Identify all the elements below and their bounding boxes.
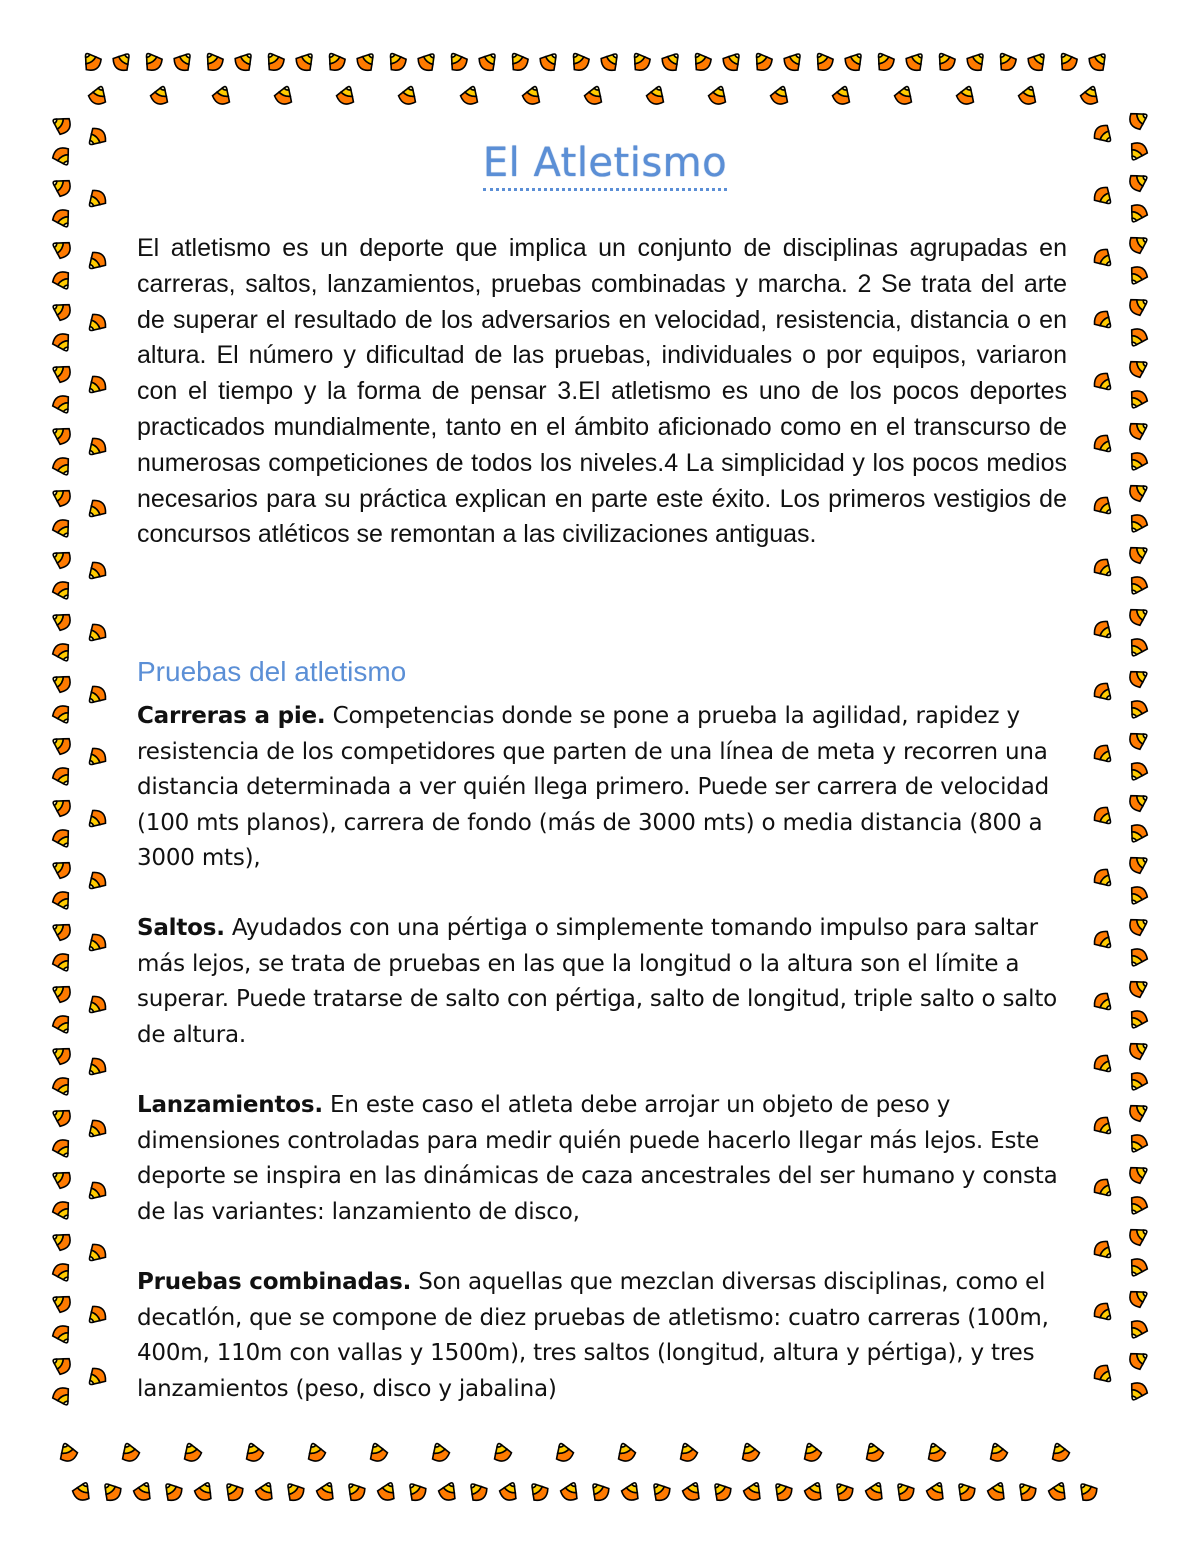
candy-corn-icon	[949, 79, 982, 112]
candy-corn-icon	[267, 79, 300, 112]
candy-corn-icon	[1085, 860, 1122, 897]
candy-corn-icon	[44, 355, 80, 391]
candy-corn-icon	[1085, 1108, 1122, 1145]
candy-corn-icon	[44, 1192, 80, 1228]
candy-corn-icon	[714, 44, 751, 81]
section-lanzamientos	[137, 1088, 1067, 1230]
candy-corn-icon	[44, 1285, 80, 1321]
candy-corn-icon	[1085, 1294, 1122, 1331]
candy-corn-icon	[1120, 877, 1156, 913]
candy-corn-icon	[79, 863, 116, 900]
candy-corn-icon	[1085, 1046, 1122, 1083]
candy-corn-icon	[887, 79, 920, 112]
candy-corn-icon	[653, 44, 690, 81]
candy-corn-icon	[1120, 226, 1156, 262]
candy-corn-icon	[1120, 350, 1156, 386]
candy-corn-icon	[1085, 1232, 1122, 1269]
candy-corn-icon	[79, 305, 116, 342]
candy-corn-icon	[175, 1436, 208, 1469]
candy-corn-icon	[277, 1474, 314, 1511]
candy-corn-icon	[44, 696, 80, 732]
candy-corn-icon	[44, 138, 80, 174]
candy-corn-icon	[44, 231, 80, 267]
candy-corn-icon	[44, 789, 80, 825]
candy-corn-icon	[44, 324, 80, 360]
candy-corn-icon	[399, 1474, 436, 1511]
intro-paragraph: El atletismo es un deporte que implica un conjunto de disciplinas agrupadas en carreras, saltos, lanzamientos, pruebas combinadas y marcha. 2 Se trata del arte de superar el resultado de los adversarios en velocidad, resistencia, distancia o en altura. El número y dificultad de las pruebas, individuales o por equipos, variaron con el tiempo y la forma de pensar 3.El atletismo es uno de los pocos deportes practicados mundialmente, tanto en el ámbito aficionado como en el transcurso de numerosas competiciones de todos los niveles.4 La simplicidad y los pocos medios necesarios para su práctica explican en parte este éxito. Los primeros vestigios de concursos atléticos se remontan a las civilizaciones antiguas.	[137, 234, 1067, 549]
candy-corn-icon	[44, 1130, 80, 1166]
candy-corn-icon	[1085, 488, 1122, 525]
candy-corn-icon	[44, 448, 80, 484]
section-text: Son aquellas que mezclan diversas disciplinas, como el decatlón, que se compone de diez pruebas de atletismo: cuatro carreras (100m, 400m, 110m con vallas y 1500m), tres saltos (longitud, altura y pértiga), y tres lanzamientos (peso, disco y jabalina)	[137, 1269, 1049, 1402]
section-term: Carreras a pie.	[137, 703, 326, 729]
candy-corn-icon	[1120, 629, 1156, 665]
candy-corn-icon	[44, 572, 80, 608]
candy-corn-icon	[44, 107, 80, 143]
candy-corn-icon	[1120, 846, 1156, 882]
section-pruebas-combinadas	[137, 1265, 1067, 1407]
candy-corn-icon	[1120, 1001, 1156, 1037]
candy-corn-icon	[79, 553, 116, 590]
candy-corn-icon	[79, 429, 116, 466]
candy-corn-icon	[44, 634, 80, 670]
candy-corn-icon	[981, 1436, 1014, 1469]
candy-corn-icon	[79, 987, 116, 1024]
candy-corn-icon	[521, 1474, 558, 1511]
candy-corn-icon	[79, 925, 116, 962]
candy-corn-icon	[1085, 364, 1122, 401]
candy-corn-icon	[763, 79, 796, 112]
candy-corn-icon	[44, 541, 80, 577]
candy-corn-icon	[44, 1378, 80, 1414]
candy-corn-icon	[919, 1436, 952, 1469]
candy-corn-icon	[1120, 598, 1156, 634]
candy-corn-icon	[1085, 612, 1122, 649]
candy-corn-icon	[582, 1474, 619, 1511]
candy-corn-icon	[79, 1297, 116, 1334]
candy-corn-icon	[44, 944, 80, 980]
candy-corn-icon	[1120, 1373, 1156, 1409]
candy-corn-icon	[1120, 381, 1156, 417]
candy-corn-icon	[79, 491, 116, 528]
candy-corn-icon	[958, 44, 995, 81]
candy-corn-icon	[44, 1006, 80, 1042]
candy-corn-icon	[1085, 426, 1122, 463]
candy-corn-icon	[79, 739, 116, 776]
candy-corn-icon	[1120, 970, 1156, 1006]
candy-corn-icon	[81, 79, 114, 112]
candy-corn-icon	[1120, 1280, 1156, 1316]
section-text: Competencias donde se pone a prueba la agilidad, rapidez y resistencia de los competidores que parten de una línea de meta y recorren una distancia determinada a ver quién llega primero. Puede ser carrera de velocidad (100 mts planos), carrera de fondo (más de 3000 mts) o media distancia (800 a 3000 mts),	[137, 703, 1049, 871]
candy-corn-icon	[1043, 1436, 1076, 1469]
candy-corn-icon	[44, 882, 80, 918]
candy-corn-icon	[79, 1173, 116, 1210]
candy-corn-icon	[79, 367, 116, 404]
candy-corn-icon	[609, 1436, 642, 1469]
candy-corn-icon	[51, 1436, 84, 1469]
candy-corn-icon	[826, 1474, 863, 1511]
page-title-text: El Atletismo	[483, 140, 727, 191]
candy-corn-icon	[1085, 922, 1122, 959]
candy-corn-icon	[453, 79, 486, 112]
candy-corn-icon	[825, 79, 858, 112]
candy-corn-icon	[1120, 908, 1156, 944]
candy-corn-icon	[775, 44, 812, 81]
candy-corn-icon	[1120, 1187, 1156, 1223]
candy-corn-icon	[1085, 240, 1122, 277]
candy-corn-icon	[1011, 79, 1044, 112]
candy-corn-icon	[1120, 474, 1156, 510]
candy-corn-icon	[515, 79, 548, 112]
candy-corn-icon	[1085, 116, 1122, 153]
candy-corn-icon	[1120, 722, 1156, 758]
candy-corn-icon	[1120, 567, 1156, 603]
candy-corn-icon	[79, 1235, 116, 1272]
candy-corn-icon	[79, 119, 116, 156]
candy-corn-icon	[287, 44, 324, 81]
candy-corn-icon	[155, 1474, 192, 1511]
candy-corn-icon	[704, 1474, 741, 1511]
candy-corn-icon	[1120, 1063, 1156, 1099]
candy-corn-icon	[1085, 1170, 1122, 1207]
section-term: Pruebas combinadas.	[137, 1269, 412, 1295]
candy-corn-icon	[795, 1436, 828, 1469]
candy-corn-icon	[1120, 1125, 1156, 1161]
candy-corn-icon	[887, 1474, 924, 1511]
candy-corn-icon	[1085, 674, 1122, 711]
candy-corn-icon	[165, 44, 202, 81]
candy-corn-icon	[1085, 798, 1122, 835]
candy-corn-icon	[1120, 1342, 1156, 1378]
candy-corn-icon	[329, 79, 362, 112]
candy-corn-icon	[44, 1037, 80, 1073]
candy-corn-icon	[1120, 102, 1156, 138]
candy-corn-icon	[237, 1436, 270, 1469]
candy-corn-icon	[338, 1474, 375, 1511]
candy-corn-icon	[104, 44, 141, 81]
candy-corn-icon	[44, 1316, 80, 1352]
candy-corn-icon	[1085, 302, 1122, 339]
candy-corn-icon	[423, 1436, 456, 1469]
candy-corn-icon	[1085, 178, 1122, 215]
candy-corn-icon	[44, 1161, 80, 1197]
candy-corn-icon	[44, 200, 80, 236]
candy-corn-icon	[79, 1111, 116, 1148]
candy-corn-icon	[1085, 736, 1122, 773]
candy-corn-icon	[44, 727, 80, 763]
candy-corn-icon	[897, 44, 934, 81]
candy-corn-icon	[1120, 1249, 1156, 1285]
candy-corn-icon	[226, 44, 263, 81]
candy-corn-icon	[1120, 133, 1156, 169]
candy-corn-icon	[348, 44, 385, 81]
candy-corn-icon	[79, 615, 116, 652]
candy-corn-icon	[44, 1068, 80, 1104]
candy-corn-icon	[948, 1474, 985, 1511]
candy-corn-icon	[44, 758, 80, 794]
candy-corn-icon	[44, 1099, 80, 1135]
section-text: En este caso el atleta debe arrojar un objeto de peso y dimensiones controladas para medir quién puede hacerlo llegar más lejos. Este deporte se inspira en las dinámicas de caza ancestrales del ser humano y consta de las variantes: lanzamiento de disco,	[137, 1092, 1058, 1225]
candy-corn-icon	[1073, 79, 1106, 112]
candy-corn-icon	[1120, 1032, 1156, 1068]
candy-corn-icon	[460, 1474, 497, 1511]
candy-corn-icon	[79, 243, 116, 280]
candy-corn-icon	[44, 510, 80, 546]
candy-corn-icon	[733, 1436, 766, 1469]
candy-corn-icon	[1085, 550, 1122, 587]
candy-corn-icon	[1120, 195, 1156, 231]
candy-corn-icon	[44, 913, 80, 949]
candy-corn-icon	[44, 1254, 80, 1290]
candy-corn-icon	[44, 851, 80, 887]
candy-corn-icon	[1009, 1474, 1046, 1511]
candy-corn-icon	[485, 1436, 518, 1469]
candy-corn-icon	[1120, 784, 1156, 820]
candy-corn-icon	[361, 1436, 394, 1469]
candy-corn-icon	[1120, 288, 1156, 324]
candy-corn-icon	[643, 1474, 680, 1511]
candy-corn-icon	[1120, 412, 1156, 448]
candy-corn-icon	[44, 262, 80, 298]
candy-corn-icon	[1120, 939, 1156, 975]
candy-corn-icon	[1080, 44, 1117, 81]
candy-corn-icon	[836, 44, 873, 81]
candy-corn-icon	[143, 79, 176, 112]
candy-corn-icon	[1120, 443, 1156, 479]
candy-corn-icon	[1120, 1218, 1156, 1254]
candy-corn-icon	[470, 44, 507, 81]
candy-corn-icon	[1120, 753, 1156, 789]
candy-corn-icon	[44, 975, 80, 1011]
candy-corn-icon	[44, 603, 80, 639]
candy-corn-icon	[1120, 1311, 1156, 1347]
candy-corn-icon	[79, 1049, 116, 1086]
candy-corn-icon	[391, 79, 424, 112]
candy-corn-icon	[113, 1436, 146, 1469]
candy-corn-icon	[44, 293, 80, 329]
candy-corn-icon	[1120, 660, 1156, 696]
candy-corn-icon	[1120, 536, 1156, 572]
candy-corn-icon	[1120, 257, 1156, 293]
candy-corn-icon	[44, 1347, 80, 1383]
section-saltos	[137, 911, 1067, 1053]
section-term: Saltos.	[137, 915, 225, 941]
candy-corn-icon	[639, 79, 672, 112]
candy-corn-icon	[216, 1474, 253, 1511]
candy-corn-icon	[44, 386, 80, 422]
candy-corn-icon	[44, 479, 80, 515]
candy-corn-icon	[765, 1474, 802, 1511]
candy-corn-icon	[1120, 505, 1156, 541]
candy-corn-icon	[577, 79, 610, 112]
candy-corn-icon	[44, 1223, 80, 1259]
candy-corn-icon	[44, 665, 80, 701]
candy-corn-icon	[44, 169, 80, 205]
candy-corn-icon	[1070, 1474, 1107, 1511]
candy-corn-icon	[1120, 691, 1156, 727]
candy-corn-icon	[1120, 1094, 1156, 1130]
candy-corn-icon	[857, 1436, 890, 1469]
candy-corn-icon	[1120, 164, 1156, 200]
section-heading: Pruebas del atletismo	[137, 656, 407, 687]
section-term: Lanzamientos.	[137, 1092, 323, 1118]
candy-corn-icon	[79, 181, 116, 218]
candy-corn-icon	[79, 677, 116, 714]
candy-corn-icon	[671, 1436, 704, 1469]
candy-corn-icon	[547, 1436, 580, 1469]
candy-corn-icon	[44, 417, 80, 453]
candy-corn-icon	[592, 44, 629, 81]
candy-corn-icon	[1120, 1156, 1156, 1192]
candy-corn-icon	[531, 44, 568, 81]
section-text: Ayudados con una pértiga o simplemente tomando impulso para saltar más lejos, se trata de pruebas en las que la longitud o la altura son el límite a superar. Puede tratarse de salto con pértiga, salto de longitud, triple salto o salto de altura.	[137, 915, 1058, 1048]
candy-corn-icon	[205, 79, 238, 112]
candy-corn-icon	[1019, 44, 1056, 81]
candy-corn-icon	[79, 1359, 116, 1396]
candy-corn-icon	[1120, 319, 1156, 355]
candy-corn-icon	[701, 79, 734, 112]
candy-corn-icon	[299, 1436, 332, 1469]
candy-corn-icon	[79, 801, 116, 838]
candy-corn-icon	[94, 1474, 131, 1511]
section-carreras	[137, 699, 1067, 877]
candy-corn-icon	[1085, 984, 1122, 1021]
candy-corn-icon	[44, 820, 80, 856]
page-title	[130, 140, 1080, 186]
candy-corn-icon	[409, 44, 446, 81]
candy-corn-icon	[1120, 815, 1156, 851]
candy-corn-icon	[1085, 1356, 1122, 1393]
